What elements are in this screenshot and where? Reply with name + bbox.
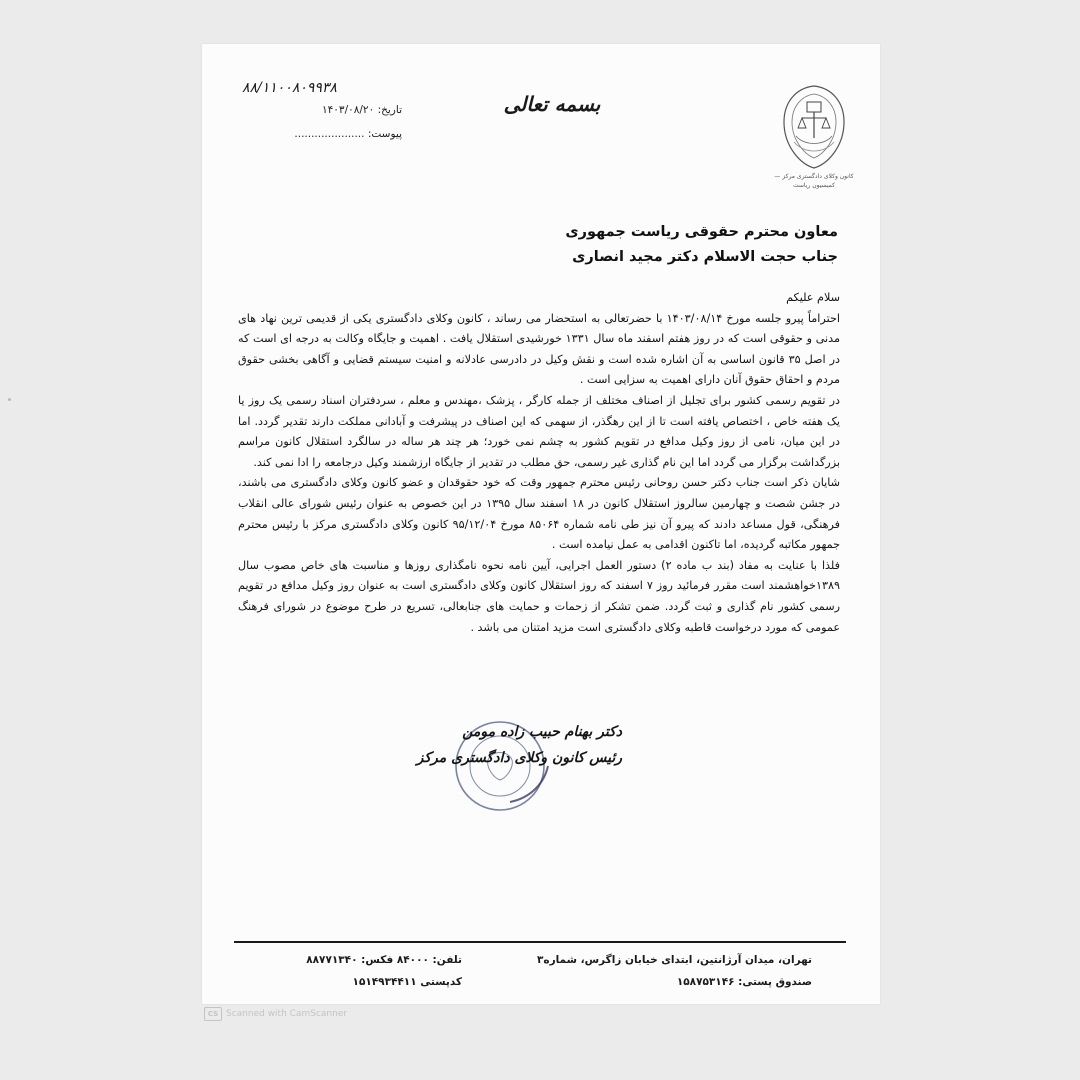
- letter-body: [238, 288, 840, 638]
- footer-po-box: صندوق پستی: ۱۵۸۷۵۳۱۴۶: [676, 976, 812, 988]
- addressee-line-2: جناب حجت الاسلام دکتر مجید انصاری: [572, 249, 838, 265]
- attachment-row: [238, 126, 402, 142]
- date-value: ۱۴۰۳/۰۸/۲۰: [322, 104, 375, 116]
- scan-speck: [8, 398, 11, 401]
- footer-postal-code: کدپستی ۱۵۱۴۹۳۴۴۱۱: [352, 976, 462, 988]
- footer-divider: [234, 941, 846, 943]
- date-row: [238, 102, 402, 118]
- signatory-name: دکتر بهنام حبیب زاده مومن: [462, 724, 622, 740]
- attachment-label: پیوست:: [367, 128, 402, 140]
- attachment-value: .....................: [294, 128, 365, 140]
- addressee-block: [242, 220, 838, 270]
- date-label: تاریخ:: [377, 104, 402, 116]
- emblem-caption: کانون وکلای دادگستری مرکز — کمیسیون ریاست: [774, 173, 854, 189]
- footer-address: تهران، میدان آرژانتین، ابتدای خیابان زاگرس، شماره۳: [536, 954, 812, 966]
- bar-association-emblem-icon: [774, 80, 854, 172]
- watermark-text: Scanned with CamScanner: [226, 1009, 348, 1019]
- addressee-line-1: معاون محترم حقوقی ریاست جمهوری: [565, 224, 838, 240]
- scanner-watermark: [204, 1006, 347, 1022]
- signatory-title: رئیس کانون وکلای دادگستری مرکز: [416, 750, 622, 766]
- letter-page: [202, 44, 880, 1004]
- paragraph-1: احتراماً پیرو جلسه مورخ ۱۴۰۳/۰۸/۱۴ با حضرتعالی به استحضار می رساند ، کانون وکلای دادگستری یکی از قدیمی ترین نهاد های مدنی و حقوقی است که در روز هفتم اسفند ماه سال ۱۳۳۱ خورشیدی استقلال یافت . اهمیت و جایگاه وکالت به درجه ای است که در اصل ۳۵ قانون اساسی به آن اشاره شده است و نقش وکیل در دادرسی عادلانه و امنیت سیستم قضایی و آگاهی بخشی حقوق مردم و احقاق حقوق آنان دارای اهمیت به سزایی است .: [238, 311, 840, 387]
- paragraph-2: در تقویم رسمی کشور برای تجلیل از اصناف مختلف از جمله کارگر ، پزشک ،مهندس و معلم ، سردفتران اسناد رسمی یک روز یا یک هفته خاص ، اختصاص یافته است تا از این رهگذر، از سهمی که این اصناف در پیشرفت و آبادانی مملکت دارند تقدیر گردد. اما در این میان، نامی از روز وکیل مدافع در تقویم کشور به چشم نمی خورد؛ هر چند هر ساله در سالگرد استقلال کانون مراسم بزرگداشت برگزار می گردد اما این نام گذاری غیر رسمی، حق مطلب در تقدیر از جایگاه ارزشمند وکیل درجامعه را ادا نمی کند.: [238, 393, 840, 469]
- camscanner-logo-icon: CS: [204, 1007, 222, 1021]
- paragraph-3: شایان ذکر است جناب دکتر حسن روحانی رئیس محترم جمهور وقت که خود حقوقدان و عضو کانون وکلای دادگستری می باشند، در جشن شصت و چهارمین سالروز استقلال کانون در ۱۸ اسفند سال ۱۳۹۵ در این خصوص به عنوان رئیس شورای عالی انقلاب فرهنگی، قول مساعد دادند که پیرو آن نیز طی نامه شماره ۸۵۰۶۴ مورخ ۹۵/۱۲/۰۴ کانون وکلای دادگستری مرکز با رئیس محترم جمهور مکاتبه گردیده، اما تاکنون اقدامی به عمل نیامده است .: [238, 476, 840, 552]
- paragraph-4: فلذا با عنایت به مفاد (بند ب ماده ۲) دستور العمل اجرایی، آیین نامه نحوه نامگذاری روزها و مناسبت های خاص مصوب سال ۱۳۸۹خواهشمند است مقرر فرمائید روز ۷ اسفند که روز استقلال کانون وکلای دادگستری است به عنوان روز وکیل مدافع در تقویم رسمی کشور نام گذاری و ثبت گردد. ضمن تشکر از زحمات و حمایت های جنابعالی، تسریع در طرح موضوع در شورای فرهنگ عمومی که مورد درخواست قاطبه وکلای دادگستری است مزید امتنان می باشد .: [238, 558, 840, 634]
- greeting: سلام علیکم: [786, 291, 840, 304]
- footer-phone-fax: تلفن: ۸۴۰۰۰ فکس: ۸۸۷۷۱۳۴۰: [306, 954, 462, 966]
- reference-number: ۸۸/۱۱۰۰۸۰۹۹۳۸: [242, 80, 337, 96]
- invocation-heading: بسمه تعالی: [503, 92, 601, 116]
